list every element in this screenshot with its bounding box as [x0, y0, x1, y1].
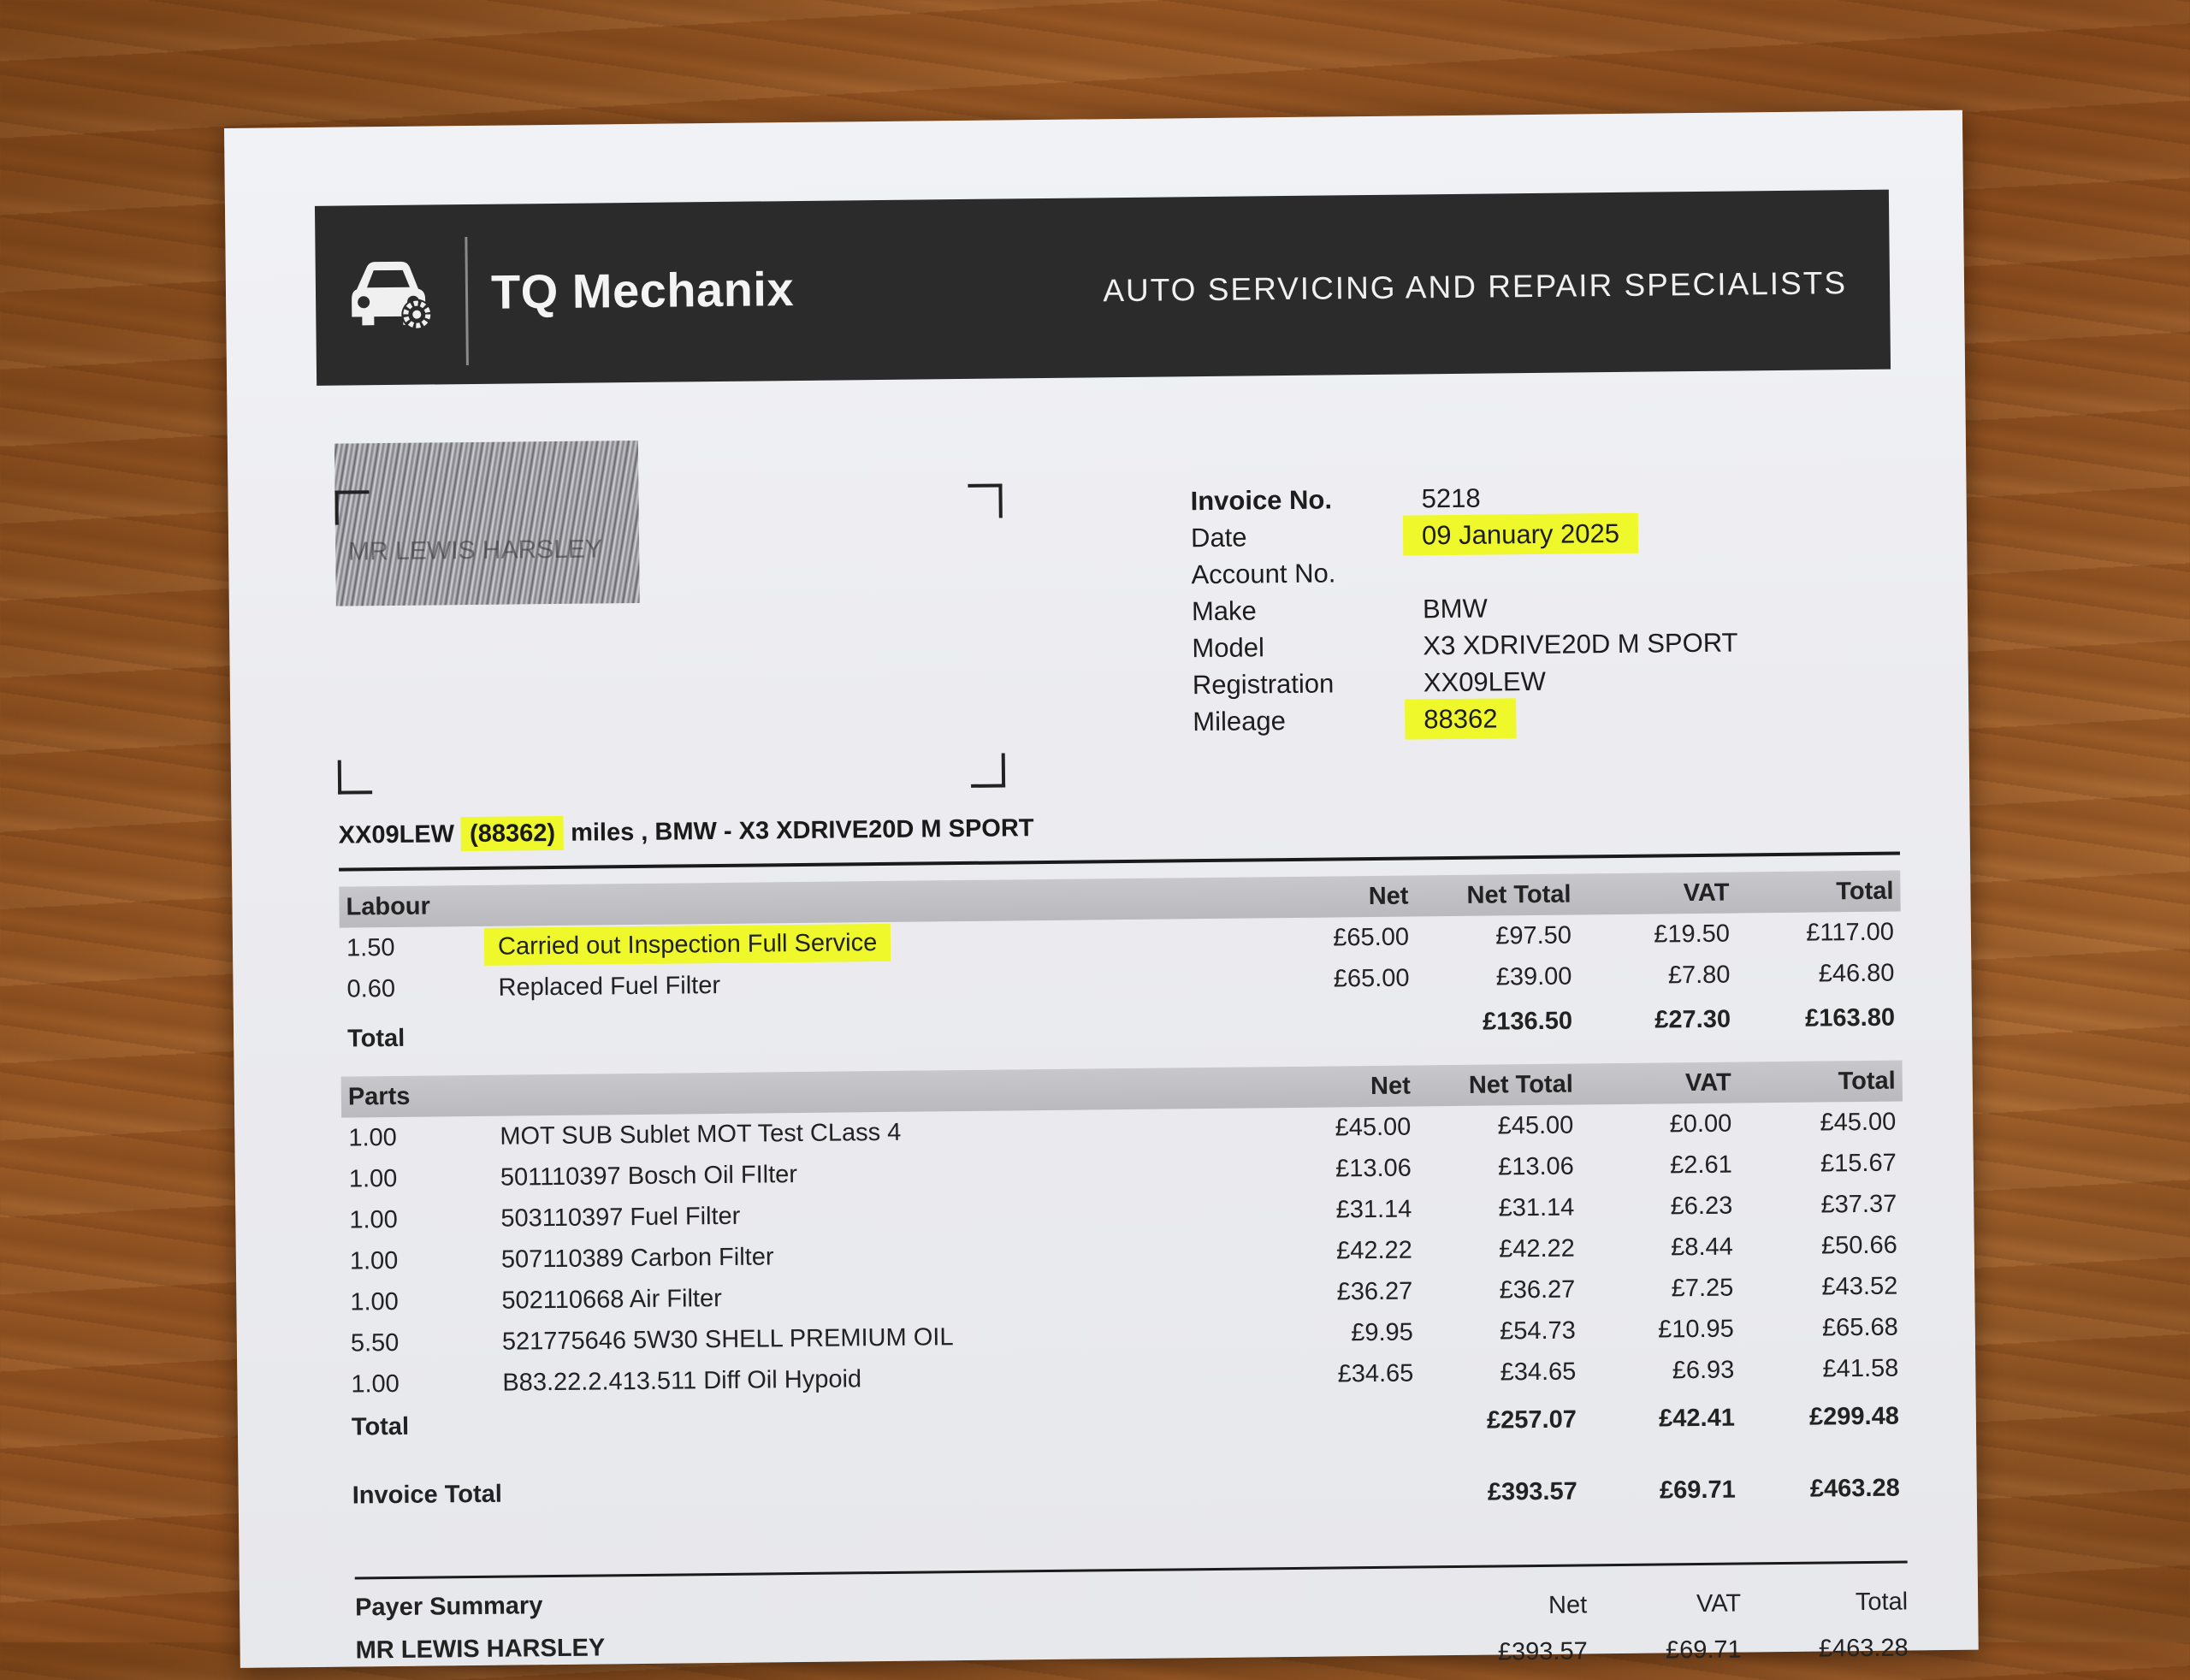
invoice-vat-total: £69.71	[1660, 1476, 1736, 1505]
row-net: £45.00	[1335, 1114, 1411, 1143]
row-net: £36.27	[1336, 1278, 1412, 1307]
row-qty: 0.60	[346, 975, 395, 1004]
row-total: £37.37	[1820, 1191, 1897, 1220]
row-qty: 1.00	[350, 1288, 399, 1317]
row-net: £34.65	[1337, 1360, 1413, 1389]
row-net-total: £42.22	[1499, 1235, 1575, 1264]
mileage-value: 88362	[1405, 698, 1517, 739]
account-label: Account No.	[1191, 558, 1335, 590]
row-desc: Replaced Fuel Filter	[498, 972, 720, 1003]
row-vat: £2.61	[1670, 1151, 1732, 1180]
mileage-label: Mileage	[1193, 706, 1286, 737]
row-desc: B83.22.2.413.511 Diff Oil Hypoid	[502, 1365, 861, 1397]
row-desc: 501110397 Bosch Oil FIlter	[500, 1161, 797, 1192]
labour-total-label: Total	[347, 1025, 405, 1054]
row-net-total: £34.65	[1500, 1358, 1576, 1387]
address-window-corner	[334, 490, 369, 524]
parts-total-label: Total	[352, 1413, 409, 1442]
payer-vat: £69.71	[1666, 1636, 1742, 1665]
row-net-total: £97.50	[1495, 922, 1571, 951]
row-net-total: £36.27	[1499, 1276, 1575, 1305]
row-qty: 5.50	[351, 1329, 400, 1358]
row-desc: MOT SUB Sublet MOT Test CLass 4	[500, 1119, 901, 1151]
payer-net-label: Net	[1548, 1591, 1587, 1619]
payer-summary	[355, 1569, 1909, 1674]
col-vat: VAT	[1685, 1069, 1731, 1098]
payer-net: £393.57	[1498, 1637, 1588, 1666]
col-net-total: Net Total	[1469, 1071, 1573, 1100]
row-vat: £8.44	[1671, 1233, 1733, 1263]
row-net: £65.00	[1334, 965, 1410, 994]
address-window-corner	[968, 483, 1002, 518]
row-net-total: £45.00	[1497, 1112, 1573, 1141]
invoice-no-value: 5218	[1421, 483, 1480, 515]
confidential-redaction-stamp	[334, 441, 640, 606]
parts-title: Parts	[348, 1083, 411, 1112]
row-desc: 502110668 Air Filter	[501, 1285, 722, 1316]
date-value: 09 January 2025	[1403, 513, 1638, 556]
invoice-paper	[224, 110, 1979, 1668]
row-net: £9.95	[1351, 1319, 1413, 1348]
row-desc: 521775646 5W30 SHELL PREMIUM OIL	[502, 1323, 954, 1357]
registration-label: Registration	[1193, 668, 1335, 701]
row-qty: 1.50	[346, 934, 395, 963]
row-vat: £6.93	[1672, 1357, 1735, 1386]
row-desc: Carried out Inspection Full Service	[484, 924, 891, 966]
row-qty: 1.00	[351, 1370, 400, 1399]
row-net: £13.06	[1335, 1155, 1412, 1184]
row-desc: 503110397 Fuel Filter	[500, 1203, 740, 1233]
row-qty: 1.00	[349, 1206, 398, 1235]
make-label: Make	[1192, 595, 1257, 627]
vehicle-reg: XX09LEW	[338, 820, 454, 849]
col-net: Net	[1369, 883, 1409, 911]
registration-value: XX09LEW	[1424, 666, 1546, 698]
col-total: Total	[1838, 1068, 1895, 1097]
payer-name: MR LEWIS HARSLEY	[355, 1634, 605, 1665]
row-qty: 1.00	[350, 1247, 399, 1276]
payer-summary-title: Payer Summary	[355, 1592, 543, 1622]
labour-title: Labour	[346, 893, 430, 922]
addressee-name: MR LEWIS HARSLEY	[348, 535, 602, 566]
payer-total-label: Total	[1856, 1588, 1909, 1617]
col-vat: VAT	[1684, 879, 1730, 908]
car-gear-icon	[341, 254, 436, 336]
row-vat: £6.23	[1671, 1192, 1733, 1222]
labour-table	[339, 871, 1902, 1062]
company-tagline: AUTO SERVICING AND REPAIR SPECIALISTS	[1103, 265, 1847, 309]
row-vat: £19.50	[1654, 920, 1730, 949]
labour-vat-total: £27.30	[1654, 1006, 1731, 1035]
invoice-net-total: £393.57	[1488, 1478, 1577, 1507]
section-rule	[339, 852, 1900, 872]
model-label: Model	[1192, 632, 1264, 664]
col-total: Total	[1836, 878, 1893, 907]
invoice-total-row	[345, 1440, 1907, 1533]
invoice-no-label: Invoice No.	[1190, 484, 1332, 517]
row-total: £117.00	[1806, 919, 1894, 948]
row-total: £41.58	[1822, 1355, 1898, 1384]
row-total: £65.68	[1822, 1314, 1898, 1343]
parts-vat-total: £42.41	[1659, 1405, 1735, 1434]
row-vat: £10.95	[1658, 1316, 1734, 1345]
row-total: £50.66	[1821, 1232, 1897, 1261]
payer-vat-label: VAT	[1696, 1590, 1741, 1619]
model-value: X3 XDRIVE20D M SPORT	[1423, 628, 1737, 662]
row-total: £45.00	[1820, 1109, 1896, 1138]
row-net: £42.22	[1336, 1237, 1412, 1266]
parts-grand-total: £299.48	[1809, 1403, 1899, 1432]
row-vat: £7.80	[1668, 961, 1731, 991]
row-total: £46.80	[1819, 960, 1895, 989]
parts-table	[341, 1061, 1907, 1534]
parts-net-total: £257.07	[1487, 1406, 1577, 1435]
col-net-total: Net Total	[1466, 881, 1571, 910]
row-net-total: £13.06	[1498, 1153, 1574, 1182]
row-net: £31.14	[1335, 1196, 1412, 1225]
row-total: £43.52	[1821, 1273, 1897, 1302]
invoice-meta	[1190, 486, 1193, 743]
row-total: £15.67	[1820, 1150, 1897, 1179]
labour-grand-total: £163.80	[1805, 1004, 1895, 1033]
row-net: £65.00	[1333, 924, 1409, 953]
date-label: Date	[1191, 523, 1247, 554]
address-window-corner	[971, 753, 1005, 787]
header-divider	[465, 237, 469, 365]
row-desc: 507110389 Carbon Filter	[501, 1243, 774, 1274]
row-qty: 1.00	[348, 1124, 397, 1153]
payer-total: £463.28	[1819, 1634, 1909, 1663]
vehicle-mileage: (88362)	[461, 816, 564, 851]
labour-net-total: £136.50	[1483, 1008, 1572, 1037]
col-net: Net	[1370, 1073, 1411, 1101]
make-value: BMW	[1423, 594, 1488, 625]
invoice-total-label: Invoice Total	[352, 1481, 502, 1511]
row-net-total: £39.00	[1496, 963, 1572, 992]
company-name: TQ Mechanix	[491, 261, 795, 320]
row-net-total: £54.73	[1500, 1317, 1576, 1346]
vehicle-description: miles , BMW - X3 XDRIVE20D M SPORT	[564, 814, 1034, 847]
row-qty: 1.00	[349, 1165, 398, 1194]
company-header	[315, 190, 1891, 386]
row-net-total: £31.14	[1498, 1194, 1574, 1223]
vehicle-summary-line	[338, 814, 1033, 850]
row-vat: £7.25	[1672, 1275, 1734, 1304]
row-vat: £0.00	[1670, 1110, 1732, 1139]
invoice-grand-total: £463.28	[1810, 1475, 1900, 1504]
address-window-corner	[338, 760, 372, 794]
